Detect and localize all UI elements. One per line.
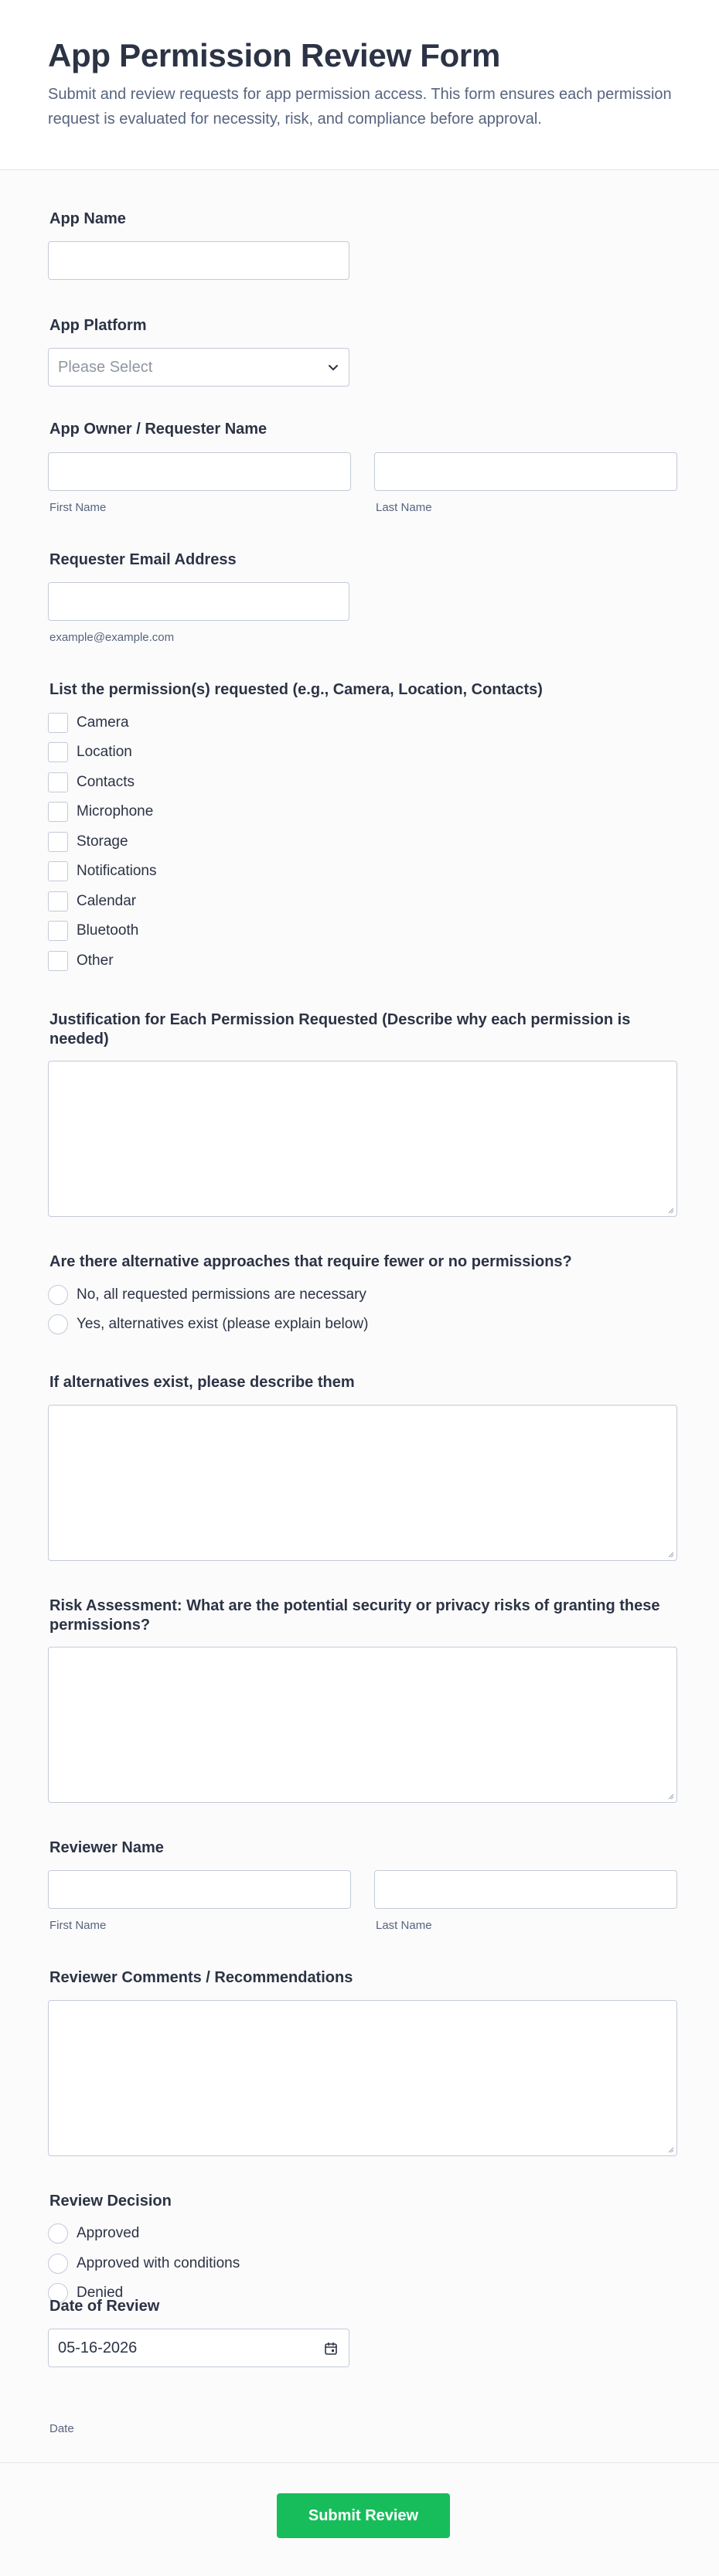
comments-label: Reviewer Comments / Recommendations xyxy=(49,1969,353,1986)
checkbox[interactable] xyxy=(48,772,68,792)
reviewer-name-label: Reviewer Name xyxy=(49,1839,164,1856)
checkbox[interactable] xyxy=(48,802,68,822)
decision-label: Review Decision xyxy=(49,2193,172,2210)
comments-textarea[interactable] xyxy=(48,2000,677,2156)
radio-button[interactable] xyxy=(48,1314,68,1334)
date-label: Date of Review xyxy=(49,2298,160,2315)
email-label: Requester Email Address xyxy=(49,551,237,568)
justification-textarea[interactable] xyxy=(48,1061,677,1217)
owner-last-name-input[interactable] xyxy=(374,452,677,491)
email-input[interactable] xyxy=(48,582,349,621)
owner-name-label: App Owner / Requester Name xyxy=(49,421,267,438)
app-name-label: App Name xyxy=(49,210,126,227)
resize-grip-icon[interactable] xyxy=(666,1206,674,1214)
risk-label-line1: Risk Assessment: What are the potential security or privacy risks of granting these xyxy=(49,1597,660,1614)
risk-label-line2: permissions? xyxy=(49,1617,151,1634)
alternatives-label: Are there alternative approaches that require fewer or no permissions? xyxy=(49,1253,572,1270)
app-name-input[interactable] xyxy=(48,241,349,280)
reviewer-first-name-input[interactable] xyxy=(48,1870,351,1909)
chevron-down-icon xyxy=(327,361,339,373)
alternatives-describe-label: If alternatives exist, please describe them xyxy=(49,1374,355,1391)
owner-last-name-sublabel: Last Name xyxy=(376,501,432,514)
resize-grip-icon[interactable] xyxy=(666,1550,674,1558)
app-platform-placeholder: Please Select xyxy=(58,359,153,376)
resize-grip-icon[interactable] xyxy=(666,1792,674,1800)
checkbox[interactable] xyxy=(48,891,68,911)
checkbox[interactable] xyxy=(48,951,68,971)
justification-label-line2: needed) xyxy=(49,1031,109,1048)
justification-label-line1: Justification for Each Permission Requested (Describe why each permission is xyxy=(49,1011,631,1028)
permissions-label: List the permission(s) requested (e.g., Camera, Location, Contacts) xyxy=(49,681,543,698)
date-input[interactable] xyxy=(48,2329,349,2367)
alternatives-describe-textarea[interactable] xyxy=(48,1405,677,1561)
owner-first-name-input[interactable] xyxy=(48,452,351,491)
resize-grip-icon[interactable] xyxy=(666,2145,674,2153)
reviewer-last-name-sublabel: Last Name xyxy=(376,1919,432,1932)
radio-button[interactable] xyxy=(48,2254,68,2274)
checkbox[interactable] xyxy=(48,921,68,941)
email-sublabel: example@example.com xyxy=(49,631,175,644)
radio-button[interactable] xyxy=(48,2223,68,2244)
reviewer-first-name-sublabel: First Name xyxy=(49,1919,107,1932)
form-title: App Permission Review Form xyxy=(48,37,501,73)
submit-review-button[interactable]: Submit Review xyxy=(277,2493,450,2538)
form-header xyxy=(0,0,719,170)
owner-first-name-sublabel: First Name xyxy=(49,501,107,514)
form-description: Submit and review requests for app permission access. This form ensures each permission request is evaluated for necessity, risk, and compliance before approval. xyxy=(48,86,672,128)
checkbox[interactable] xyxy=(48,861,68,881)
app-platform-label: App Platform xyxy=(49,317,147,334)
radio-button[interactable] xyxy=(48,1285,68,1305)
calendar-icon[interactable] xyxy=(324,2342,338,2356)
date-sublabel: Date xyxy=(49,2422,74,2435)
reviewer-last-name-input[interactable] xyxy=(374,1870,677,1909)
app-platform-select[interactable] xyxy=(48,348,349,387)
date-value: 05-16-2026 xyxy=(58,2339,138,2356)
checkbox[interactable] xyxy=(48,713,68,733)
checkbox[interactable] xyxy=(48,832,68,852)
risk-textarea[interactable] xyxy=(48,1647,677,1803)
checkbox[interactable] xyxy=(48,742,68,762)
